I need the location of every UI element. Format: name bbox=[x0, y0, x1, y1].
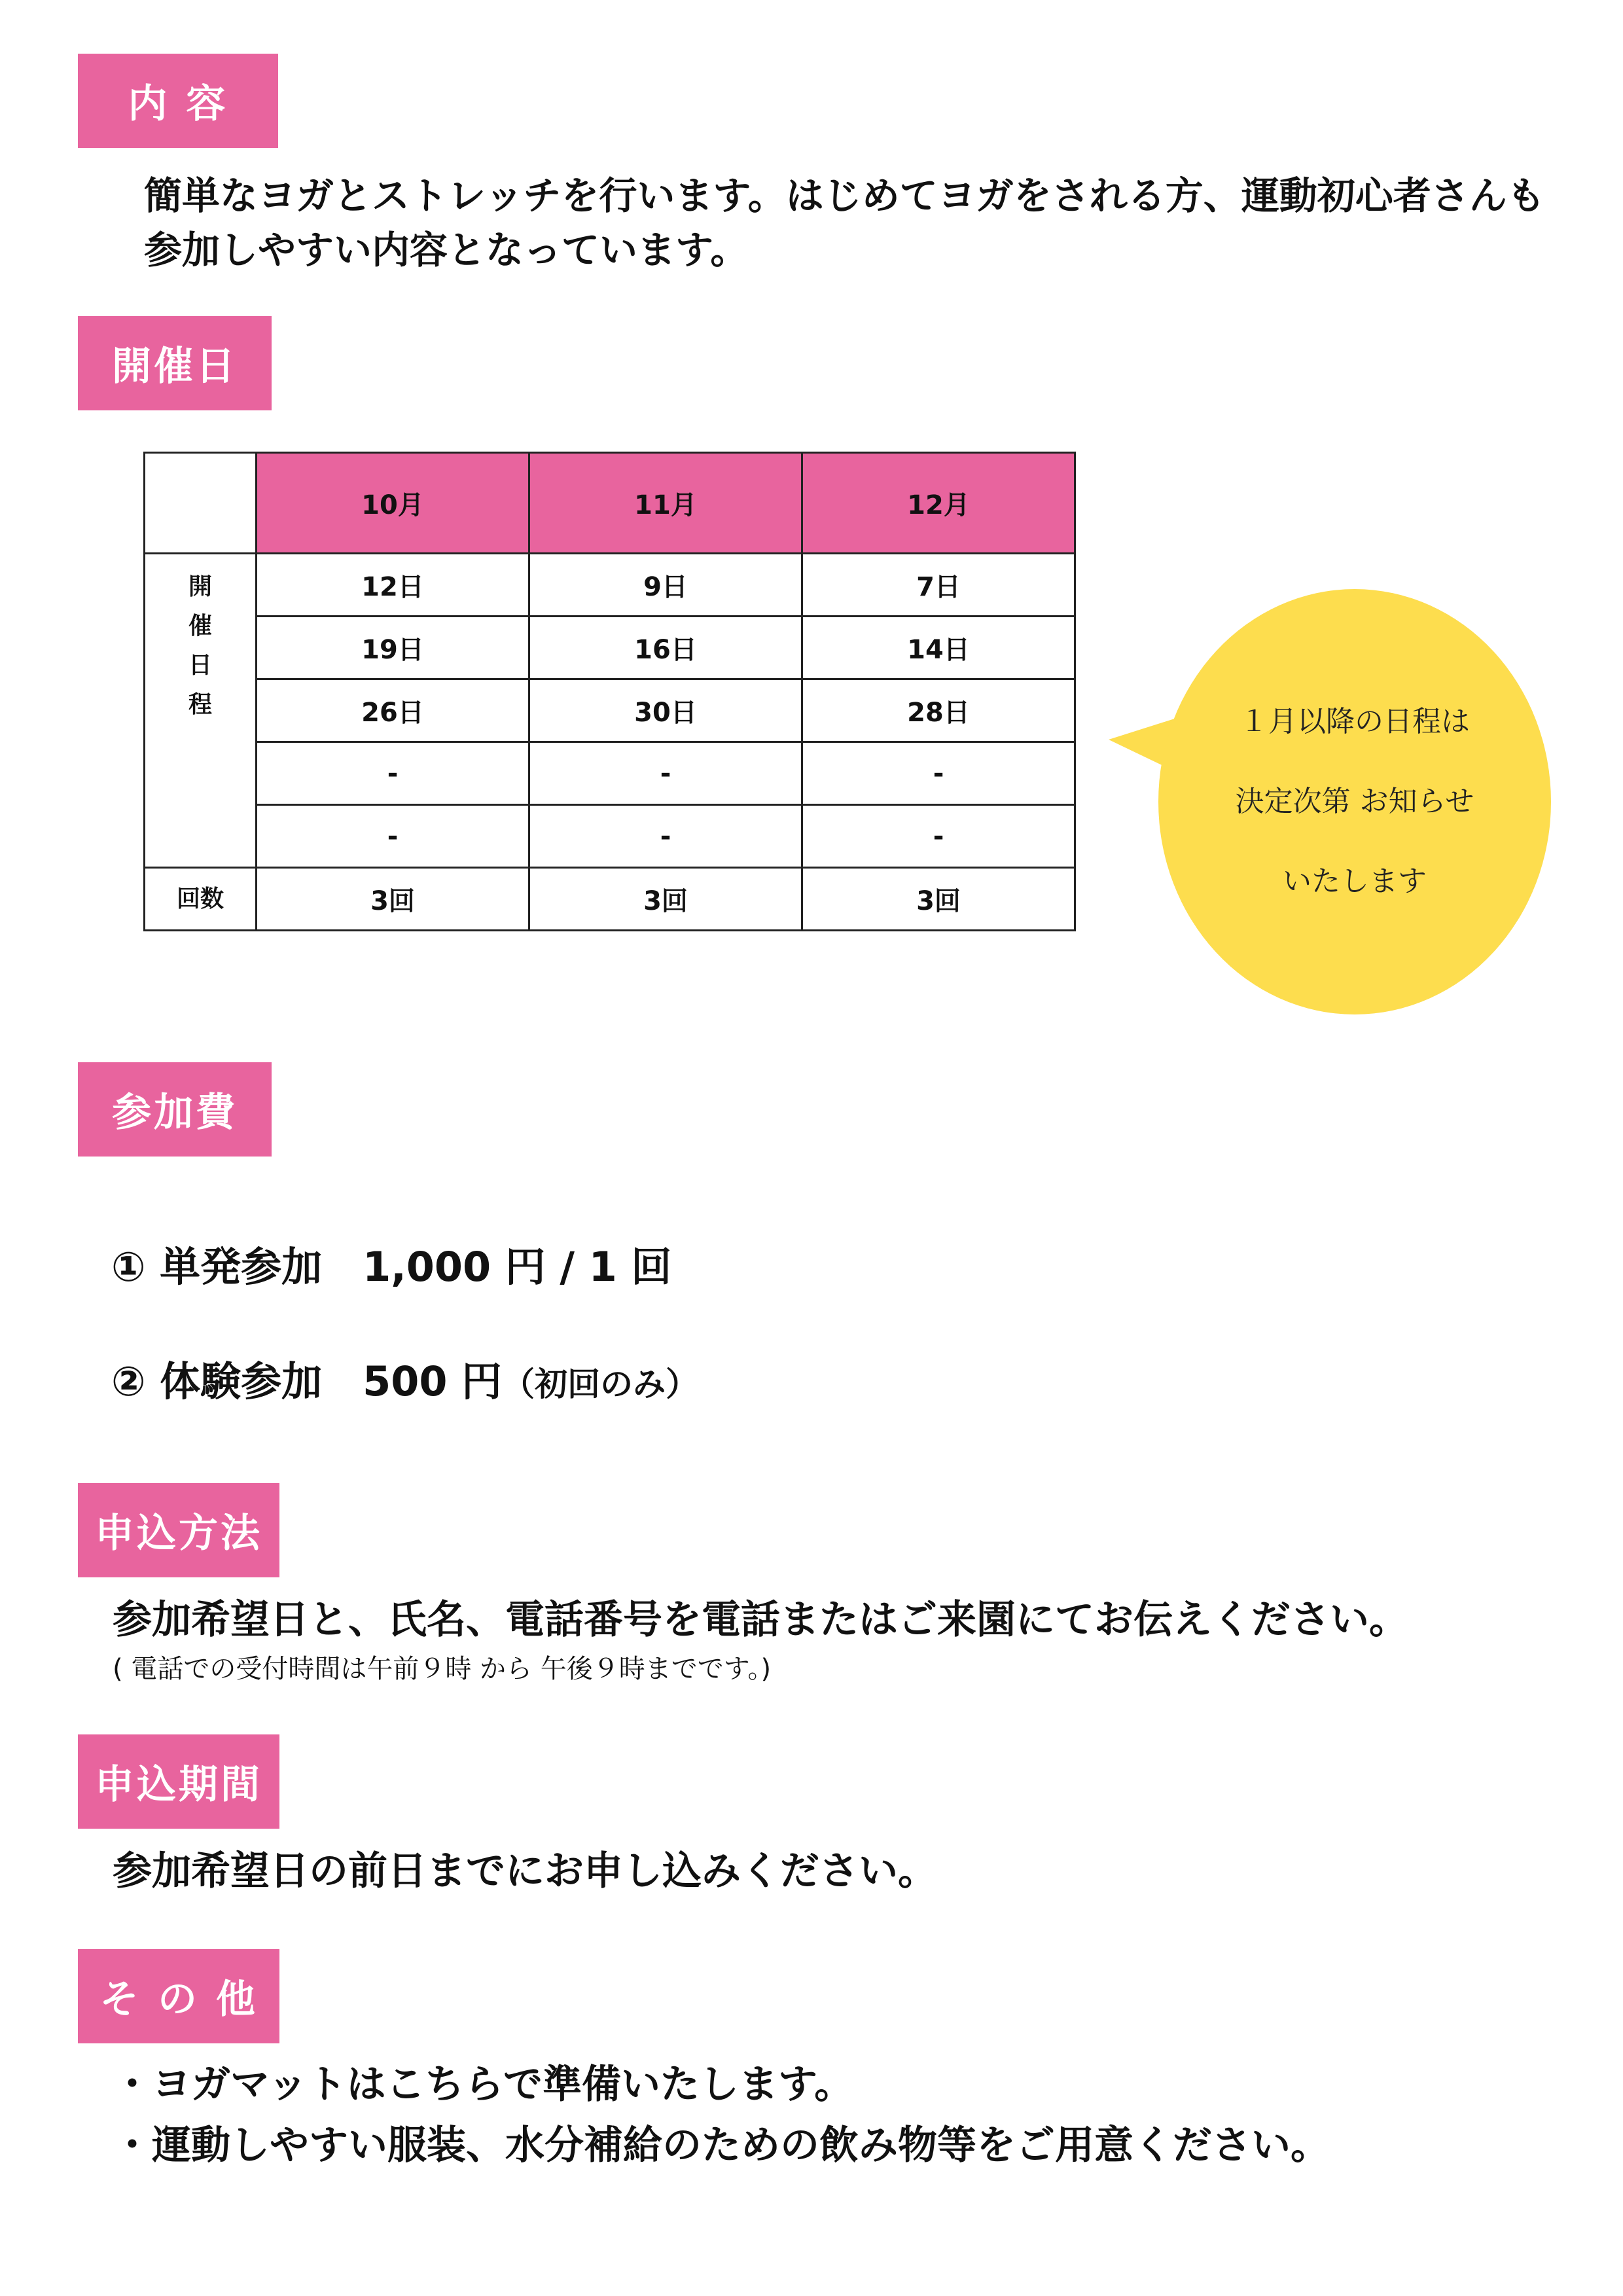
month-header: 11月 bbox=[529, 453, 802, 554]
section-label-fee: 参加費 bbox=[78, 1062, 272, 1157]
speech-bubble-body bbox=[1158, 589, 1551, 1014]
count-label: 回数 bbox=[145, 868, 257, 931]
schedule-cell: 9日 bbox=[529, 554, 802, 617]
fee-item-trial bbox=[111, 1357, 699, 1405]
fee-item-text: ① 単発参加 1,000 円 / 1 回 bbox=[111, 1243, 672, 1291]
count-cell: 3回 bbox=[802, 868, 1075, 931]
bubble-text-line: １月以降の日程は bbox=[1240, 705, 1470, 738]
schedule-cell: - bbox=[802, 742, 1075, 805]
schedule-cell: 28日 bbox=[802, 679, 1075, 742]
schedule-row bbox=[145, 679, 1075, 742]
schedule-header-row bbox=[145, 453, 1075, 554]
schedule-cell: 26日 bbox=[257, 679, 529, 742]
count-cell: 3回 bbox=[529, 868, 802, 931]
schedule-cell: - bbox=[529, 805, 802, 868]
schedule-cell: 7日 bbox=[802, 554, 1075, 617]
row-header-char: 日 bbox=[188, 652, 212, 679]
schedule-row bbox=[145, 805, 1075, 868]
row-header-char: 催 bbox=[188, 613, 212, 639]
schedule-table bbox=[143, 452, 1076, 931]
apply-period-text: 参加希望日の前日までにお申し込みください。 bbox=[113, 1848, 937, 1894]
schedule-cell: 12日 bbox=[257, 554, 529, 617]
schedule-cell: - bbox=[802, 805, 1075, 868]
content-text-line-1: 簡単なヨガとストレッチを行います。はじめてヨガをされる方、運動初心者さんも bbox=[144, 173, 1545, 218]
note-speech-bubble bbox=[1106, 589, 1551, 1021]
schedule-row-header bbox=[145, 554, 257, 868]
bubble-text-line: 決定次第 お知らせ bbox=[1235, 785, 1474, 818]
schedule-cell: 19日 bbox=[257, 617, 529, 679]
row-header-char: 開 bbox=[188, 573, 212, 600]
fee-item-single bbox=[111, 1243, 672, 1291]
section-label-schedule: 開催日 bbox=[78, 316, 272, 410]
section-label-content: 内 容 bbox=[78, 54, 278, 148]
other-item: ・ヨガマットはこちらで準備いたします。 bbox=[113, 2062, 854, 2108]
section-label-other: そ の 他 bbox=[78, 1949, 279, 2043]
content-text-line-2: 参加しやすい内容となっています。 bbox=[144, 228, 749, 272]
apply-method-note: ( 電話での受付時間は午前９時 から 午後９時までです。) bbox=[113, 1654, 772, 1684]
schedule-corner-cell bbox=[145, 453, 257, 554]
count-cell: 3回 bbox=[257, 868, 529, 931]
section-label-apply-method: 申込方法 bbox=[78, 1483, 279, 1577]
schedule-cell: 16日 bbox=[529, 617, 802, 679]
schedule-row bbox=[145, 617, 1075, 679]
schedule-cell: - bbox=[257, 805, 529, 868]
schedule-cell: - bbox=[257, 742, 529, 805]
fee-item-note: （初回のみ） bbox=[502, 1365, 699, 1403]
month-header: 12月 bbox=[802, 453, 1075, 554]
schedule-count-row bbox=[145, 868, 1075, 931]
row-header-char: 程 bbox=[188, 691, 212, 718]
schedule-cell: 14日 bbox=[802, 617, 1075, 679]
schedule-row bbox=[145, 554, 1075, 617]
schedule-cell: 30日 bbox=[529, 679, 802, 742]
section-label-apply-period: 申込期間 bbox=[78, 1734, 279, 1829]
other-item: ・運動しやすい服装、水分補給のための飲み物等をご用意ください。 bbox=[113, 2123, 1330, 2168]
apply-method-text: 参加希望日と、氏名、電話番号を電話またはご来園にてお伝えください。 bbox=[113, 1597, 1408, 1643]
month-header: 10月 bbox=[257, 453, 529, 554]
schedule-cell: - bbox=[529, 742, 802, 805]
bubble-text-line: いたします bbox=[1283, 865, 1427, 898]
schedule-row bbox=[145, 742, 1075, 805]
fee-item-text: ② 体験参加 500 円 bbox=[111, 1357, 503, 1405]
